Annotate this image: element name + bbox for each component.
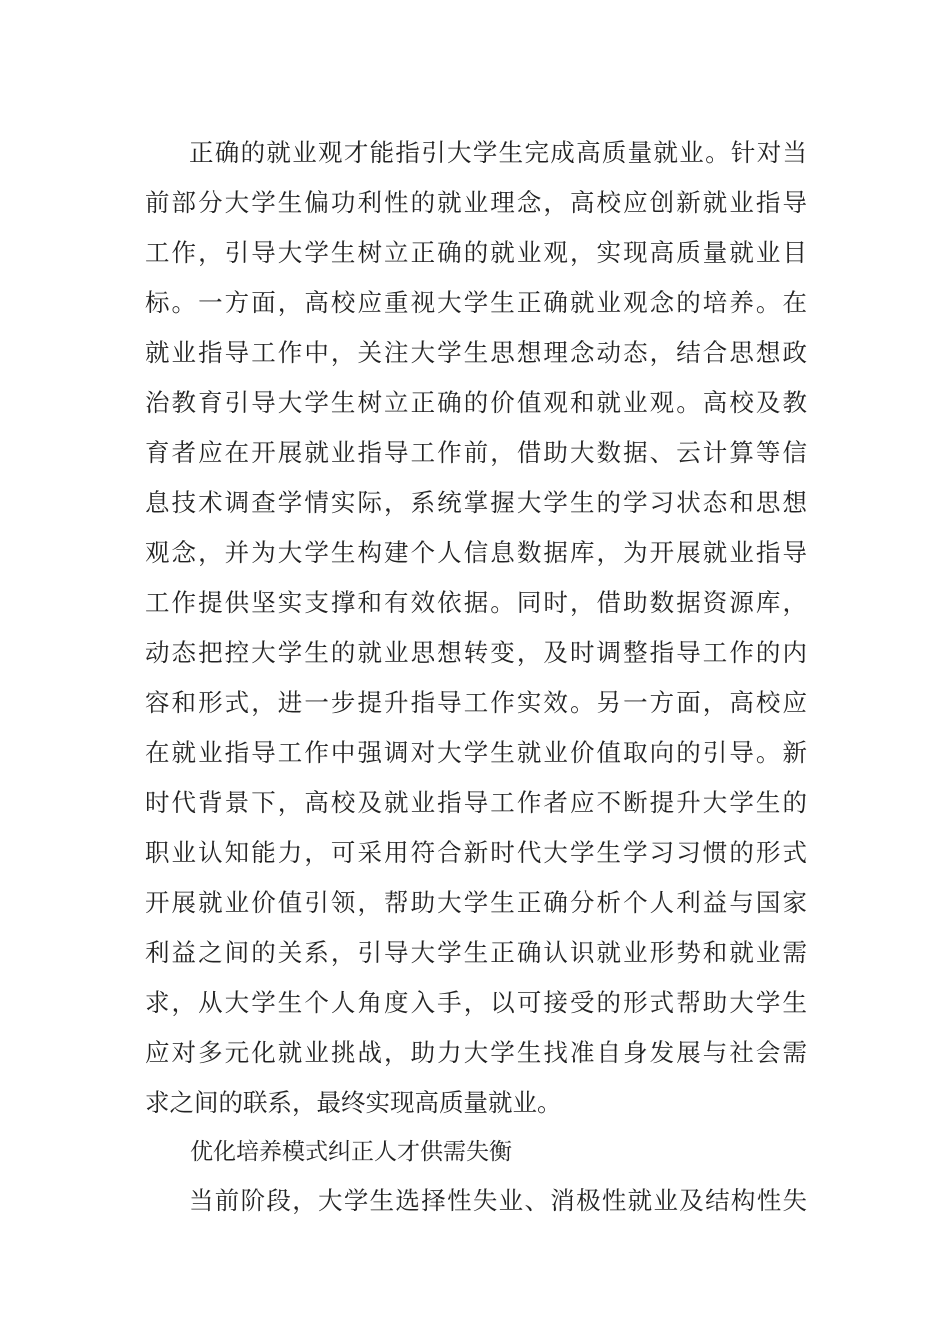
- paragraph-1-line: 治教育引导大学生树立正确的价值观和就业观。高校及教: [145, 388, 807, 417]
- paragraph-1-line: 工作，引导大学生树立正确的就业观，实现高质量就业目: [145, 238, 807, 267]
- paragraph-1-line: 职业认知能力，可采用符合新时代大学生学习习惯的形式: [145, 838, 807, 867]
- paragraph-1-line: 就业指导工作中，关注大学生思想理念动态，结合思想政: [145, 338, 807, 367]
- section-heading: 优化培养模式纠正人才供需失衡: [190, 1139, 512, 1165]
- paragraph-1-line: 工作提供坚实支撑和有效依据。同时，借助数据资源库，: [145, 588, 807, 617]
- paragraph-2-line: 当前阶段，大学生选择性失业、消极性就业及结构性失: [189, 1186, 807, 1215]
- paragraph-1-line: 标。一方面，高校应重视大学生正确就业观念的培养。在: [145, 288, 807, 317]
- paragraph-1-line: 应对多元化就业挑战，助力大学生找准自身发展与社会需: [145, 1038, 807, 1067]
- paragraph-1-line: 息技术调查学情实际，系统掌握大学生的学习状态和思想: [145, 488, 807, 517]
- paragraph-1-line: 育者应在开展就业指导工作前，借助大数据、云计算等信: [145, 438, 807, 467]
- paragraph-1-line: 正确的就业观才能指引大学生完成高质量就业。针对当: [189, 138, 807, 167]
- paragraph-1-line: 求之间的联系，最终实现高质量就业。: [145, 1088, 562, 1117]
- paragraph-1-line: 观念，并为大学生构建个人信息数据库，为开展就业指导: [145, 538, 807, 567]
- paragraph-1-line: 求，从大学生个人角度入手，以可接受的形式帮助大学生: [145, 988, 807, 1017]
- paragraph-1-line: 时代背景下，高校及就业指导工作者应不断提升大学生的: [145, 788, 807, 817]
- paragraph-1-line: 利益之间的关系，引导大学生正确认识就业形势和就业需: [145, 938, 807, 967]
- paragraph-1-line: 在就业指导工作中强调对大学生就业价值取向的引导。新: [145, 738, 807, 767]
- paragraph-1-line: 前部分大学生偏功利性的就业理念，高校应创新就业指导: [145, 188, 807, 217]
- paragraph-1-line: 动态把控大学生的就业思想转变，及时调整指导工作的内: [145, 638, 807, 667]
- paragraph-1-line: 容和形式，进一步提升指导工作实效。另一方面，高校应: [145, 688, 807, 717]
- paragraph-1-line: 开展就业价值引领，帮助大学生正确分析个人利益与国家: [145, 888, 807, 917]
